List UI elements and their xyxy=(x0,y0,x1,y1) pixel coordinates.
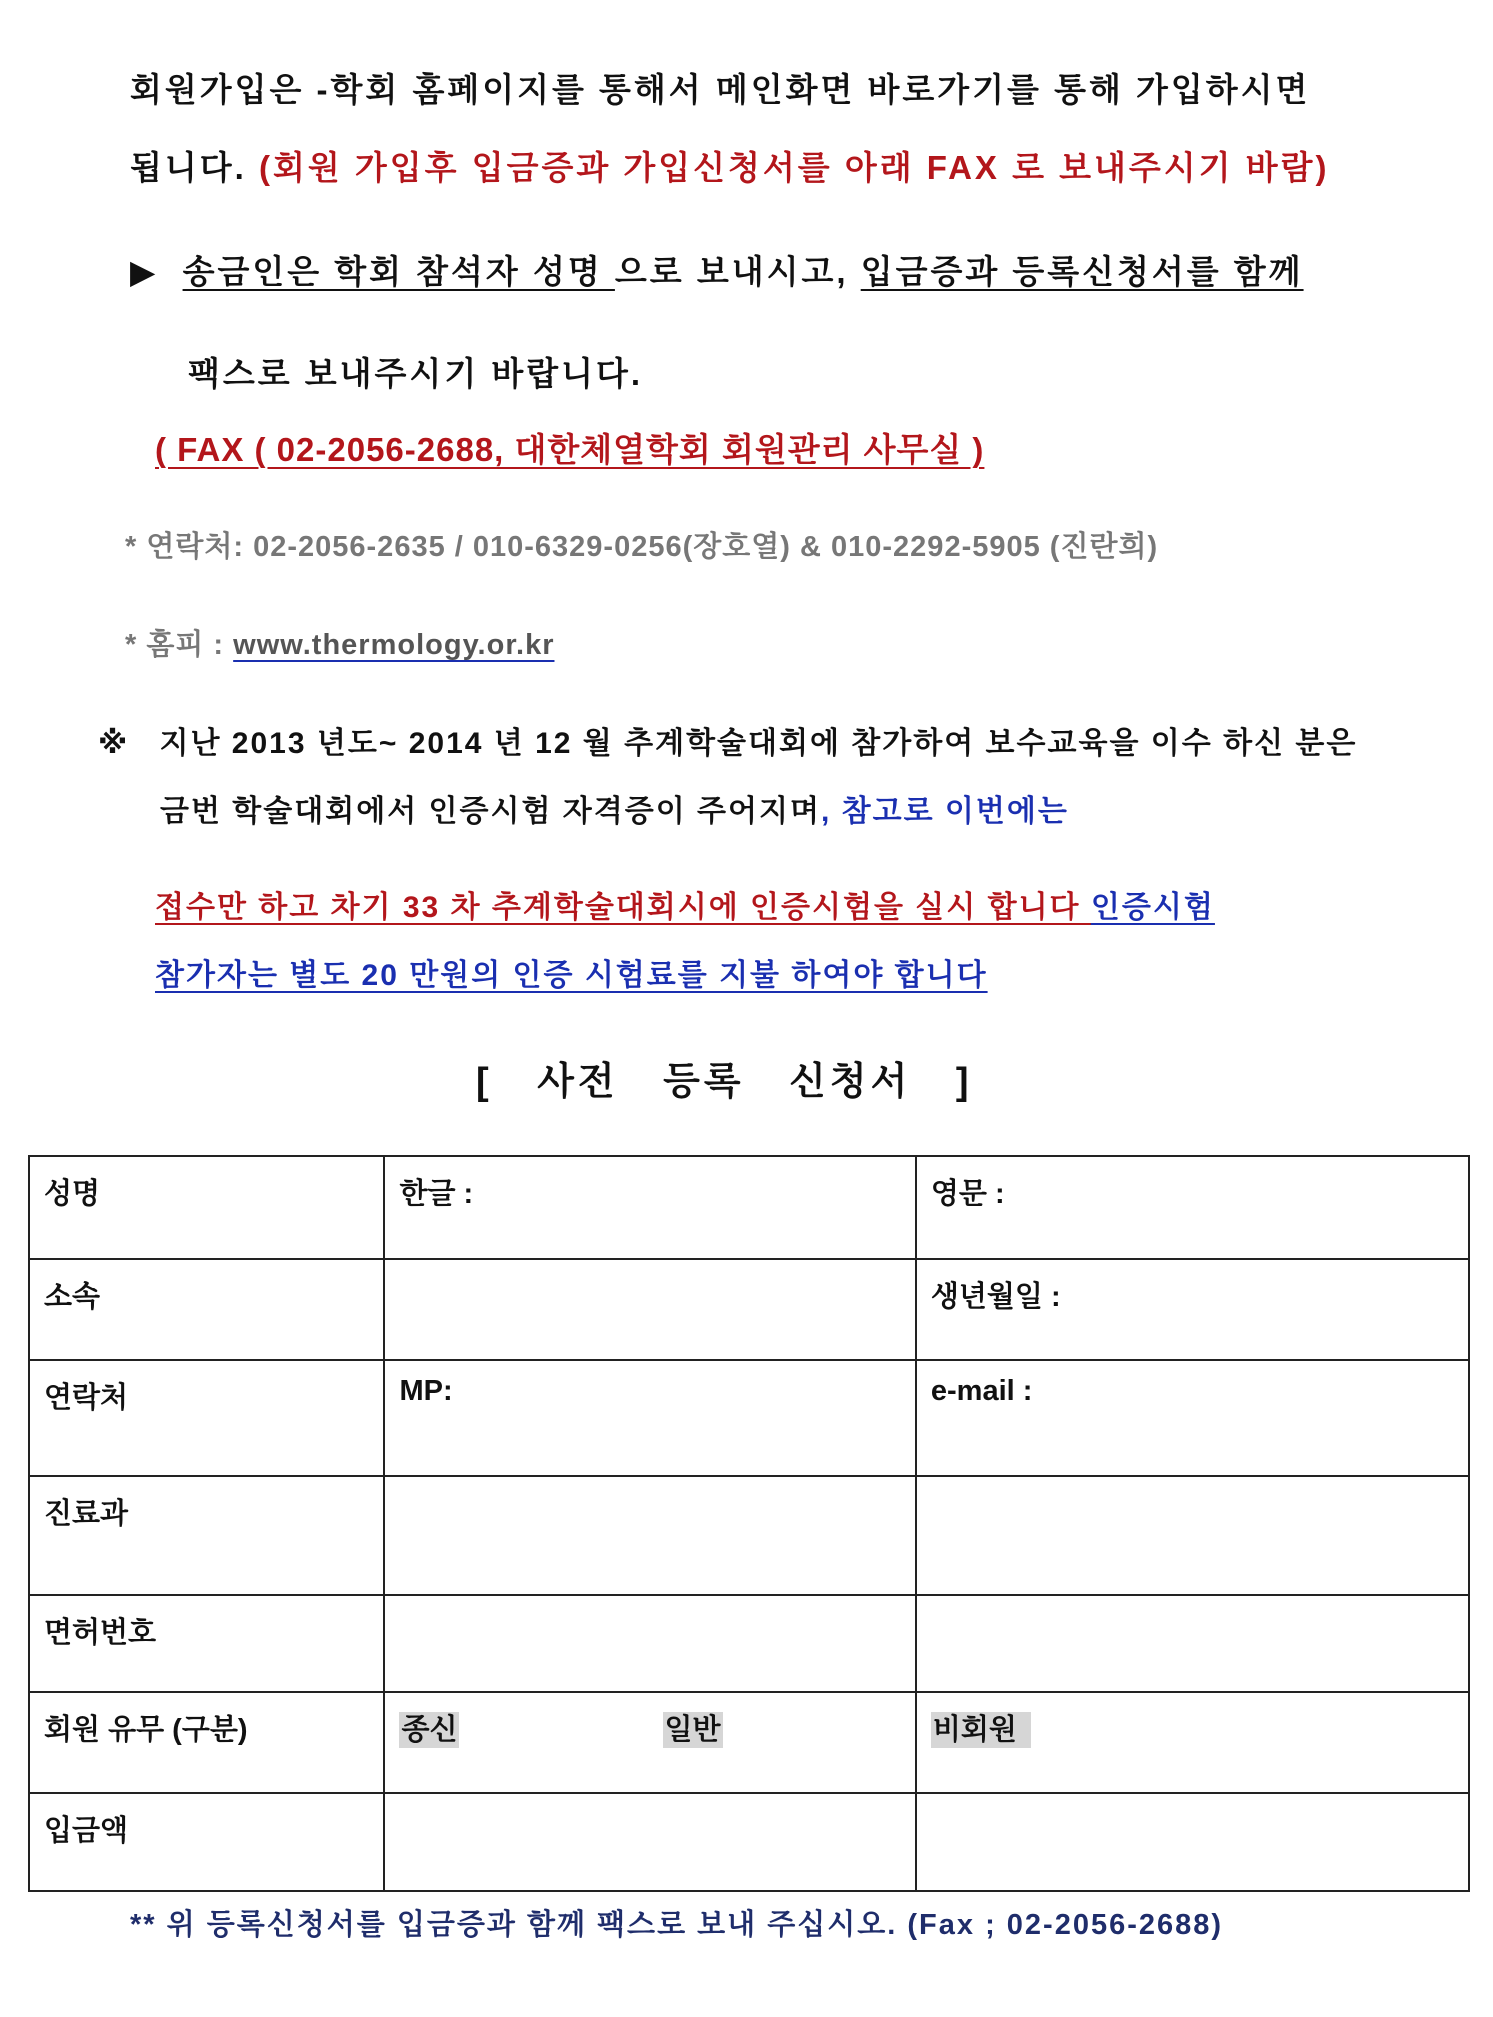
reference-mark-icon: ※ xyxy=(98,727,130,760)
homepage-line xyxy=(125,622,554,663)
field-department[interactable] xyxy=(384,1476,915,1595)
field-affiliation[interactable] xyxy=(384,1259,915,1360)
education-line-3-red: 접수만 하고 차기 33 차 추계학술대회시에 인증시험을 실시 합니다 xyxy=(155,891,1091,924)
homepage-label: * 홈피 : xyxy=(125,629,234,661)
field-name-english[interactable]: 영문 : xyxy=(916,1156,1469,1259)
label-license-number: 면허번호 xyxy=(29,1595,384,1692)
field-department-extra[interactable] xyxy=(916,1476,1469,1595)
notice-part-3: 입금증과 등록신청서를 함께 xyxy=(860,253,1304,290)
intro-line-2 xyxy=(130,142,1329,189)
label-department: 진료과 xyxy=(29,1476,384,1595)
label-name: 성명 xyxy=(29,1156,384,1259)
field-license-number[interactable] xyxy=(384,1595,915,1692)
education-line-2-text: 금번 학술대회에서 인증시험 자격증이 주어지며 xyxy=(160,795,821,828)
field-non-member xyxy=(916,1692,1469,1793)
table-row-membership xyxy=(29,1692,1469,1793)
label-affiliation: 소속 xyxy=(29,1259,384,1360)
intro-line-1: 회원가입은 -학회 홈페이지를 통해서 메인화면 바로가기를 통해 가입하시면 xyxy=(130,71,1311,108)
table-row-affiliation xyxy=(29,1259,1469,1360)
notice-line-2: 팩스로 보내주시기 바랍니다. xyxy=(188,355,644,392)
table-row-department xyxy=(29,1476,1469,1595)
table-row-payment xyxy=(29,1793,1469,1891)
table-row-name xyxy=(29,1156,1469,1259)
remittance-notice xyxy=(130,246,1304,293)
field-license-extra[interactable] xyxy=(916,1595,1469,1692)
notice-part-2: 으로 보내시고, xyxy=(614,253,861,290)
education-line-3-blue: 인증시험 xyxy=(1090,891,1215,924)
education-line-4: 참가자는 별도 20 만원의 인증 시험료를 지불 하여야 합니다 xyxy=(155,959,988,992)
label-contact: 연락처 xyxy=(29,1360,384,1476)
field-email[interactable]: e-mail : xyxy=(916,1360,1469,1476)
intro-fax-instruction: (회원 가입후 입금증과 가입신청서를 아래 FAX 로 보내주시기 바람) xyxy=(258,149,1330,186)
education-line-3 xyxy=(155,882,1215,926)
footer-note: ** 위 등록신청서를 입금증과 함께 팩스로 보내 주십시오. (Fax ; 02-2056-2688) xyxy=(130,1909,1224,1941)
field-payment-extra[interactable] xyxy=(916,1793,1469,1891)
label-payment-amount: 입금액 xyxy=(29,1793,384,1891)
option-lifetime-member[interactable]: 종신 xyxy=(401,1714,458,1746)
table-row-contact xyxy=(29,1360,1469,1476)
triangle-bullet-icon: ▶ xyxy=(130,253,159,290)
education-line-1-text: 지난 2013 년도~ 2014 년 12 월 추계학술대회에 참가하여 보수교육을 이수 하신 분은 xyxy=(159,727,1358,760)
registration-form-table xyxy=(28,1155,1470,1892)
education-line-1 xyxy=(98,718,1357,762)
label-membership: 회원 유무 (구분) xyxy=(29,1692,384,1793)
form-title: [ 사전 등록 신청서 ] xyxy=(476,1061,973,1103)
education-line-2 xyxy=(160,786,1069,830)
field-mobile-phone[interactable]: MP: xyxy=(384,1360,915,1476)
homepage-link[interactable]: www.thermology.or.kr xyxy=(233,629,555,661)
field-birthdate[interactable]: 생년월일 : xyxy=(916,1259,1469,1360)
intro-line-2-text: 됩니다. xyxy=(130,149,247,186)
field-membership-options xyxy=(384,1692,915,1793)
field-name-korean[interactable]: 한글 : xyxy=(384,1156,915,1259)
notice-part-1: 송금인은 학회 참석자 성명 xyxy=(182,253,615,290)
field-payment-amount[interactable] xyxy=(384,1793,915,1891)
option-non-member[interactable]: 비회원 xyxy=(931,1712,1031,1748)
contact-phone-line: * 연락처: 02-2056-2635 / 010-6329-0256(장호열) & 010-2292-5905 (진란희) xyxy=(125,531,1159,563)
option-regular-member[interactable]: 일반 xyxy=(664,1714,721,1746)
table-row-license xyxy=(29,1595,1469,1692)
education-line-2-note: , 참고로 이번에는 xyxy=(820,795,1069,828)
fax-number-line: ( FAX ( 02-2056-2688, 대한체열학회 회원관리 사무실 ) xyxy=(155,431,985,468)
